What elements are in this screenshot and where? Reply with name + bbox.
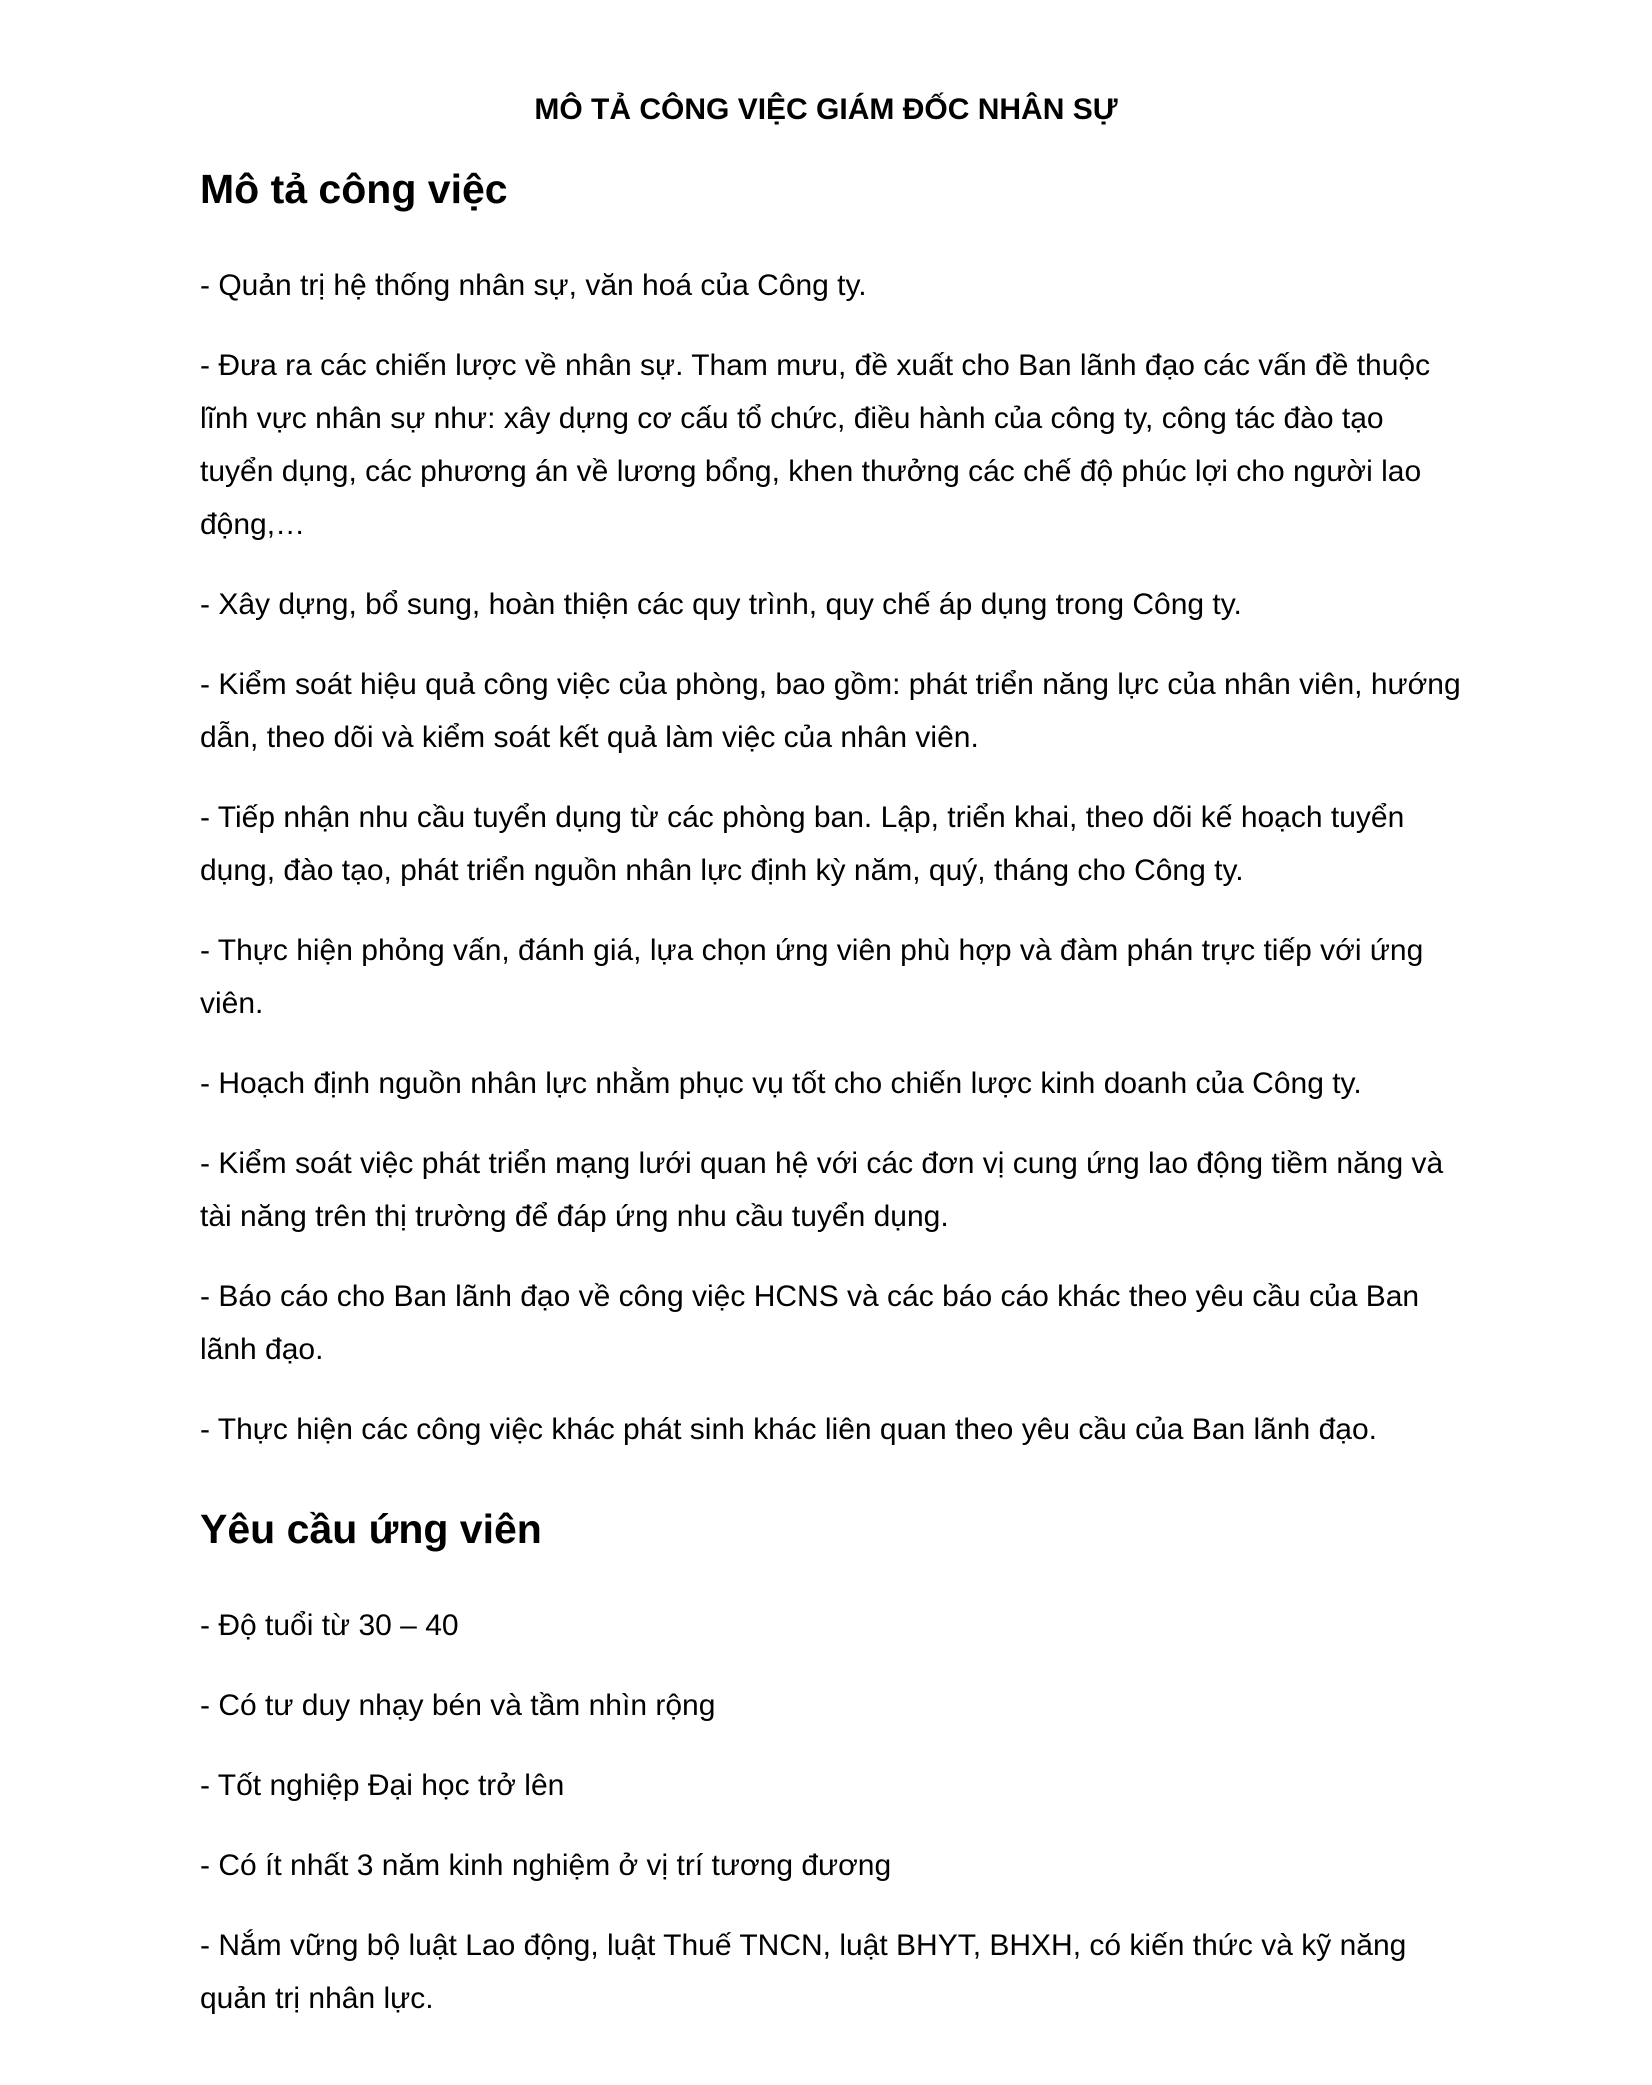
list-item: - Báo cáo cho Ban lãnh đạo về công việc HCNS và các báo cáo khác theo yêu cầu của Ban lãnh đạo.	[200, 1280, 1420, 1366]
section-job-description	[200, 163, 1462, 1456]
document-body	[200, 163, 1462, 2025]
list-item: - Hoạch định nguồn nhân lực nhằm phục vụ tốt cho chiến lược kinh doanh của Công ty.	[200, 1067, 1362, 1100]
section-heading: Yêu cầu ứng viên	[200, 1506, 542, 1552]
list-item: - Kiểm soát việc phát triển mạng lưới quan hệ với các đơn vị cung ứng lao động tiềm năng và tài năng trên thị trường để đáp ứng nhu cầu tuyển dụng.	[200, 1147, 1444, 1233]
list-item: - Tốt nghiệp Đại học trở lên	[200, 1769, 565, 1802]
list-item: - Độ tuổi từ 30 – 40	[200, 1609, 459, 1642]
list-item: - Có tư duy nhạy bén và tầm nhìn rộng	[200, 1689, 716, 1722]
list-item: - Tiếp nhận nhu cầu tuyển dụng từ các phòng ban. Lập, triển khai, theo dõi kế hoạch tuyển dụng, đào tạo, phát triển nguồn nhân lực định kỳ năm, quý, tháng cho Công ty.	[200, 801, 1405, 887]
section-heading: Mô tả công việc	[200, 166, 508, 212]
list-item: - Kiểm soát hiệu quả công việc của phòng, bao gồm: phát triển năng lực của nhân viên, hướng dẫn, theo dõi và kiểm soát kết quả làm việc của nhân viên.	[200, 668, 1461, 754]
list-item: - Có ít nhất 3 năm kinh nghiệm ở vị trí tương đương	[200, 1849, 892, 1882]
list-item: - Xây dựng, bổ sung, hoàn thiện các quy trình, quy chế áp dụng trong Công ty.	[200, 588, 1242, 621]
list-item: - Quản trị hệ thống nhân sự, văn hoá của Công ty.	[200, 269, 867, 302]
list-item: - Thực hiện phỏng vấn, đánh giá, lựa chọn ứng viên phù hợp và đàm phán trực tiếp với ứng viên.	[200, 934, 1424, 1020]
list-item: - Thực hiện các công việc khác phát sinh khác liên quan theo yêu cầu của Ban lãnh đạo.	[200, 1413, 1377, 1446]
document-title: MÔ TẢ CÔNG VIỆC GIÁM ĐỐC NHÂN SỰ	[534, 93, 1118, 126]
list-item: - Nắm vững bộ luật Lao động, luật Thuế TNCN, luật BHYT, BHXH, có kiến thức và kỹ năng quản trị nhân lực.	[200, 1929, 1407, 2015]
list-item: - Đưa ra các chiến lược về nhân sự. Tham mưu, đề xuất cho Ban lãnh đạo các vấn đề thuộc lĩnh vực nhân sự như: xây dựng cơ cấu tổ chức, điều hành của công ty, công tác đào tạo tuyển dụng, các phương án về lương bổng, khen thưởng các chế độ phúc lợi cho người lao động,…	[200, 349, 1431, 541]
section-candidate-requirements	[200, 1503, 1462, 2025]
